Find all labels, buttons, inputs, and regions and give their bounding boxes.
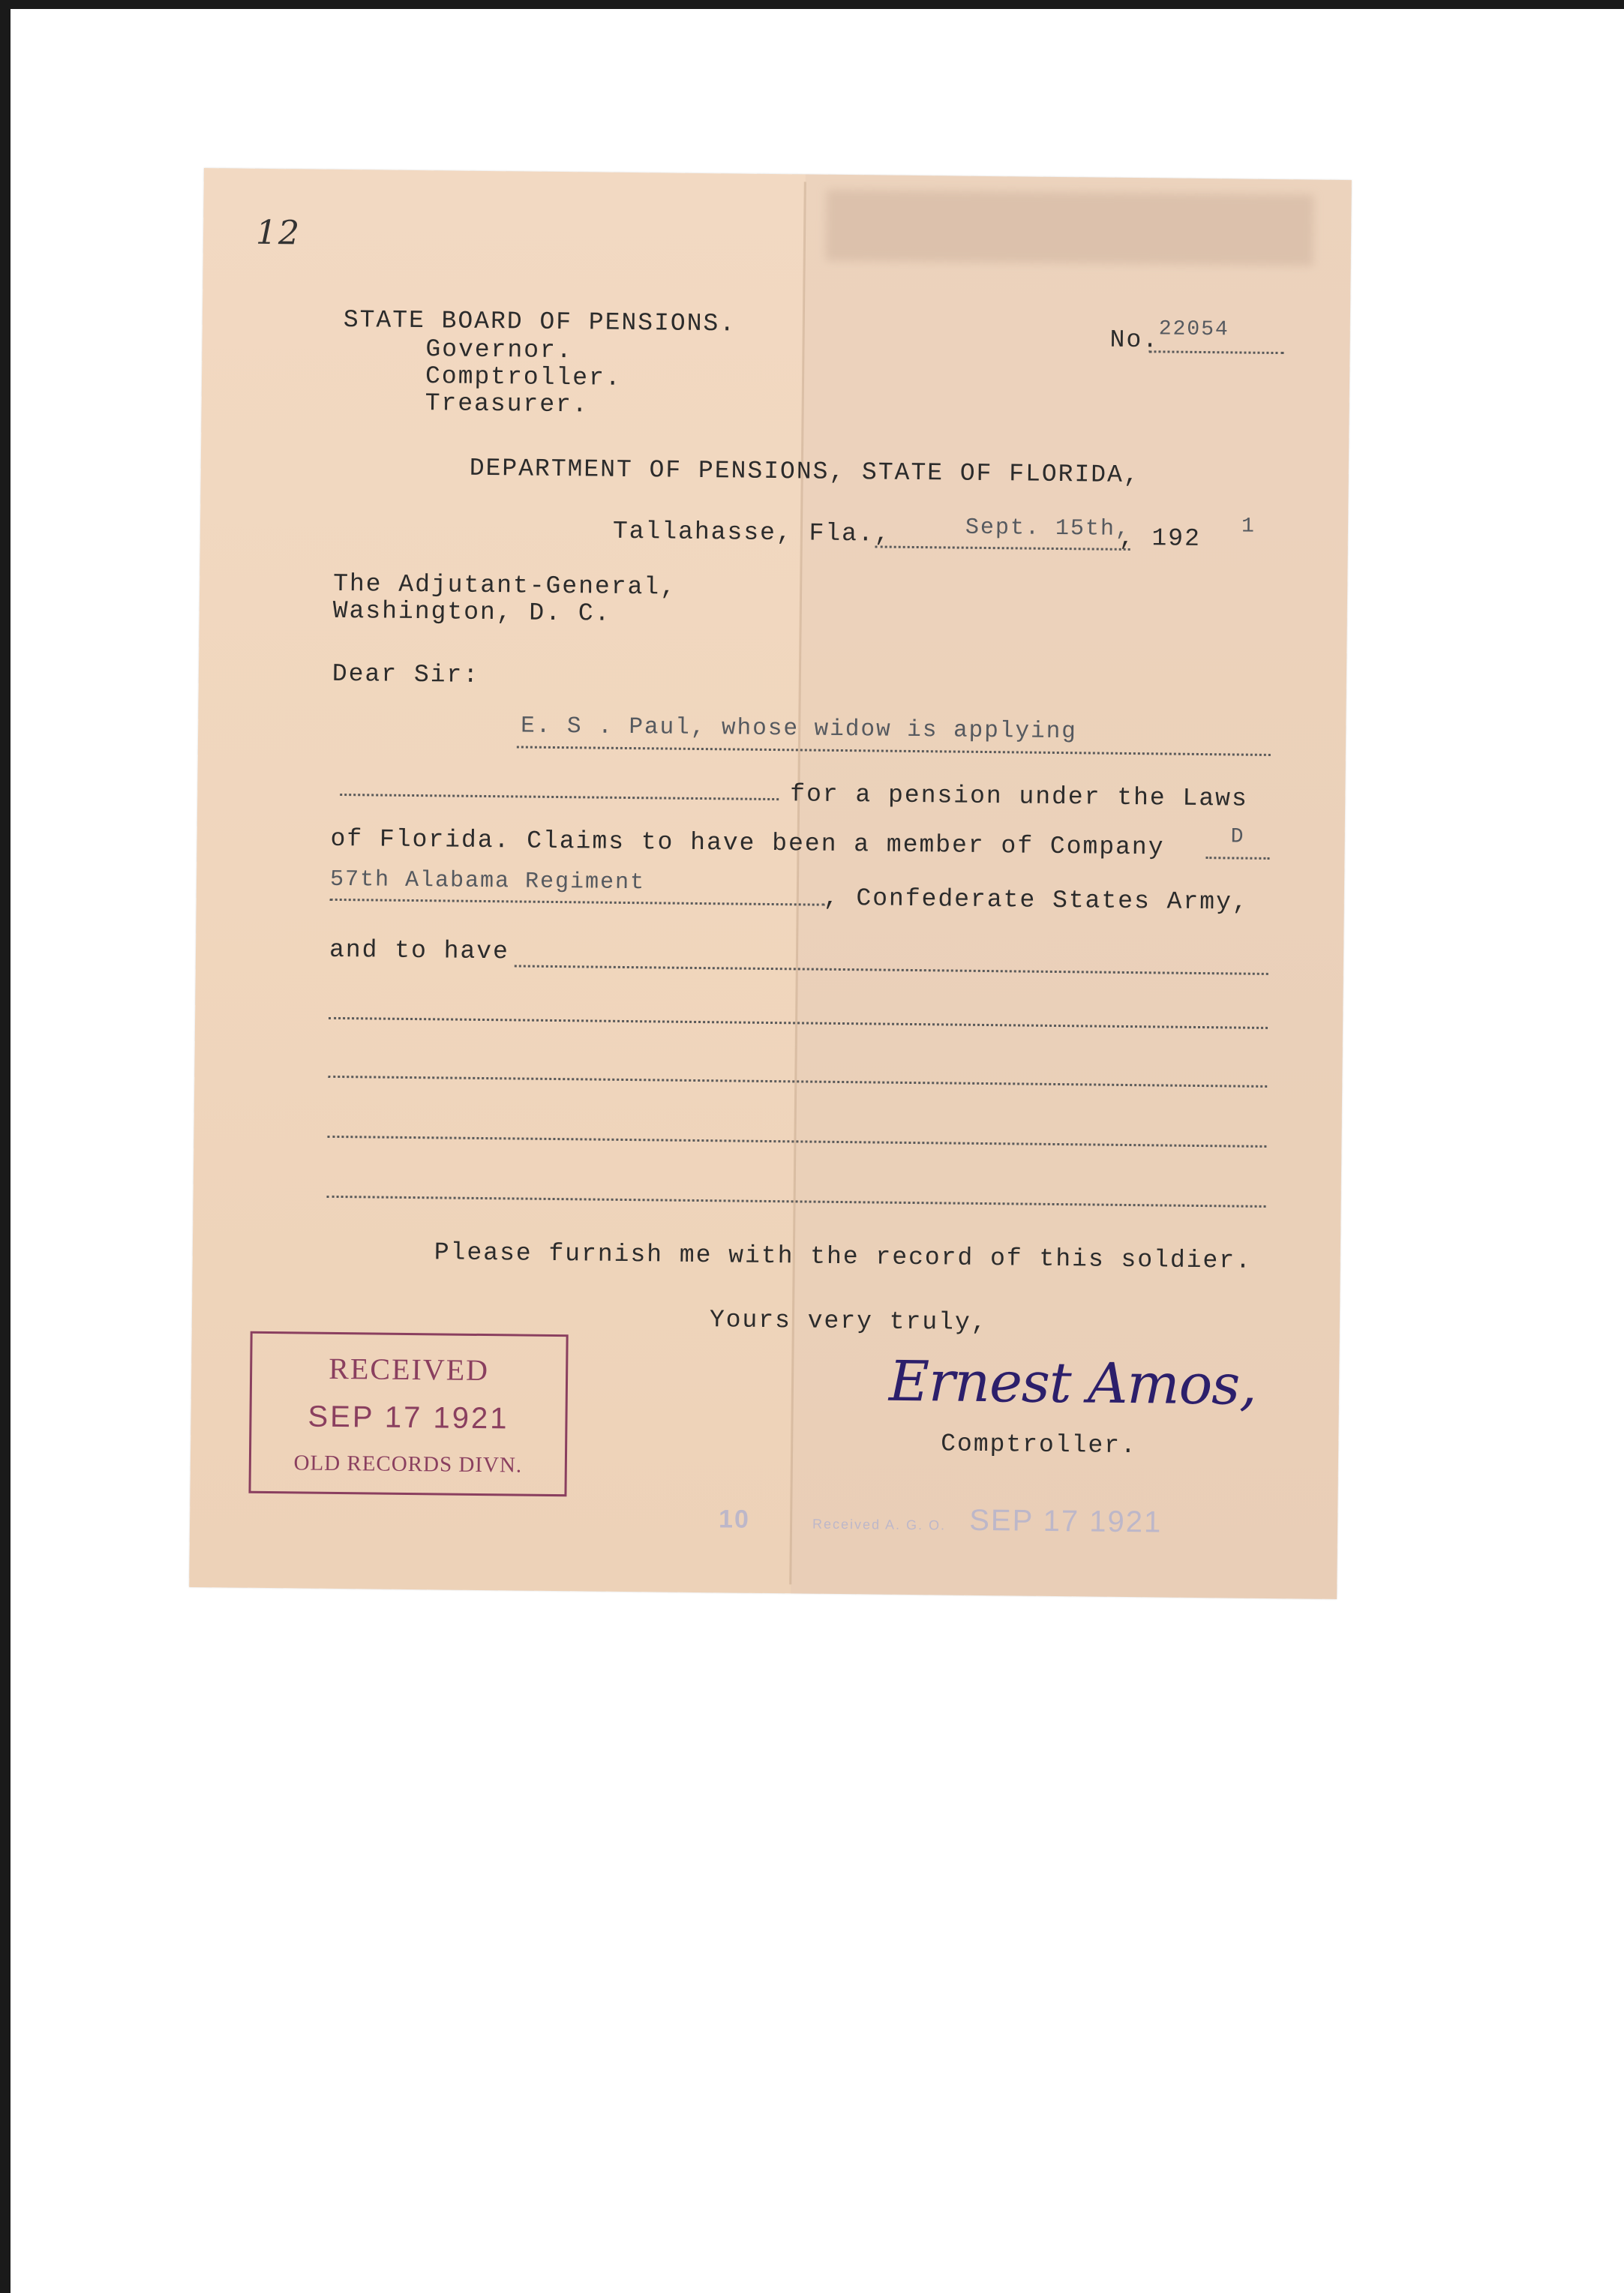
number-value: 22054 xyxy=(1158,317,1229,342)
faint-stamp-text: Received A. G. O. xyxy=(812,1516,947,1533)
applicant-name: E. S . Paul, whose widow is applying xyxy=(520,713,1078,746)
member-treasurer: Treasurer. xyxy=(425,389,589,419)
claims-text: of Florida. Claims to have been a member of Company xyxy=(330,824,1165,862)
closing-line: Yours very truly, xyxy=(709,1306,988,1337)
board-title: STATE BOARD OF PENSIONS. xyxy=(343,305,737,338)
request-line: Please furnish me with the record of this soldier. xyxy=(434,1238,1253,1275)
dateline-date: Sept. 15th, xyxy=(965,515,1131,542)
letter-sheet xyxy=(189,168,1352,1599)
regiment-line xyxy=(330,899,825,906)
member-governor: Governor. xyxy=(425,335,573,365)
regiment-value: 57th Alabama Regiment xyxy=(329,866,646,896)
dateline-year-digit: 1 xyxy=(1241,515,1256,539)
faint-ago-stamp xyxy=(719,1501,1163,1539)
stamp-date: SEP 17 1921 xyxy=(308,1400,509,1436)
scan-border-top xyxy=(0,0,1624,9)
faint-stamp-number: 10 xyxy=(718,1505,751,1534)
number-label: No. xyxy=(1109,326,1160,355)
recipient-line-2: Washington, D. C. xyxy=(332,596,611,628)
company-value: D xyxy=(1230,825,1245,849)
pension-text: for a pension under the Laws xyxy=(790,780,1248,813)
ghost-letterhead-shadow xyxy=(826,190,1314,266)
stamp-division: OLD RECORDS DIVN. xyxy=(293,1451,523,1478)
scan-border-left xyxy=(0,0,11,2293)
dateline-year: , 192 xyxy=(1118,524,1202,553)
page-number: 12 xyxy=(255,213,302,253)
army-text: , Confederate States Army, xyxy=(823,884,1249,917)
faint-stamp-date: SEP 17 1921 xyxy=(969,1503,1163,1539)
blank-line-1 xyxy=(340,794,779,800)
member-comptroller: Comptroller. xyxy=(425,362,622,392)
received-stamp xyxy=(248,1331,568,1496)
recipient-line-1: The Adjutant-General, xyxy=(332,569,677,602)
stamp-received: RECEIVED xyxy=(329,1351,490,1388)
department-line: DEPARTMENT OF PENSIONS, STATE OF FLORIDA, xyxy=(469,454,1140,490)
dateline-place: Tallahasse, Fla., xyxy=(612,517,891,548)
salutation: Dear Sir: xyxy=(332,659,480,689)
signature: Ernest Amos, xyxy=(888,1349,1257,1418)
signer-title: Comptroller. xyxy=(940,1430,1138,1460)
and-to-have: and to have xyxy=(329,935,510,966)
